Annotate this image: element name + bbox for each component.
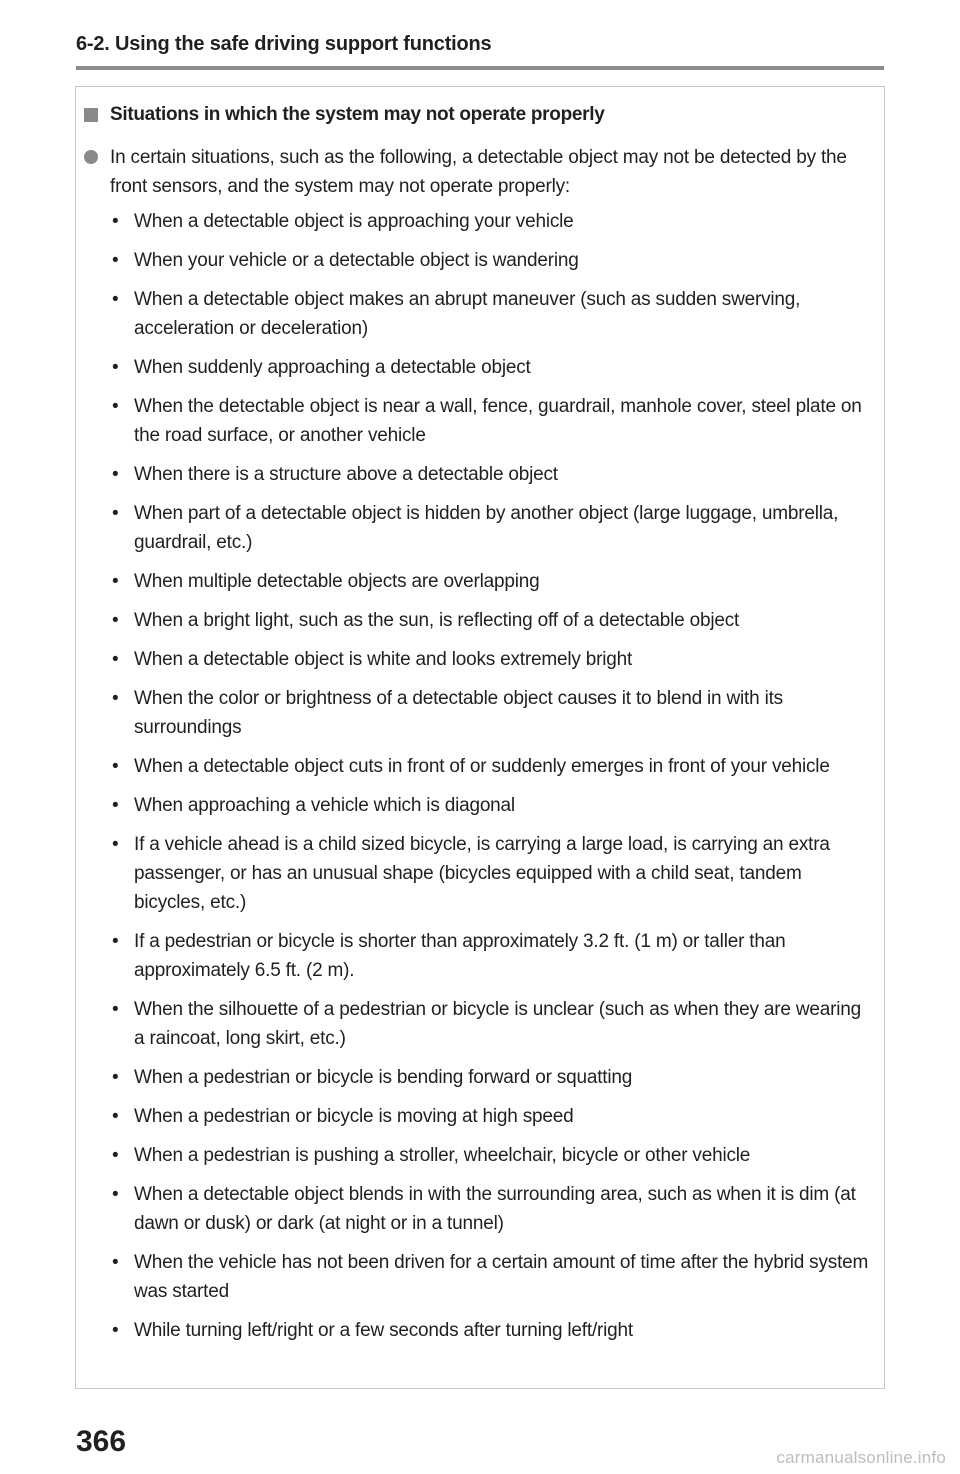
bullet-dot: • xyxy=(112,464,119,485)
bullet-dot: • xyxy=(112,649,119,670)
list-item xyxy=(112,460,876,489)
list-item xyxy=(112,684,876,742)
bullet-dot: • xyxy=(112,1184,119,1205)
list-item-text: When a bright light, such as the sun, is reflecting off of a detectable object xyxy=(134,610,740,631)
intro-text: In certain situations, such as the following, a detectable object may not be detected by the front sensors, and the system may not operate properly: xyxy=(110,147,847,197)
bullet-dot: • xyxy=(112,931,119,952)
bullet-dot: • xyxy=(112,396,119,417)
list-item xyxy=(112,1180,876,1238)
list-item xyxy=(112,499,876,557)
list-item xyxy=(112,1102,876,1131)
bullet-dot: • xyxy=(112,503,119,524)
list-item xyxy=(112,606,876,635)
page-header xyxy=(76,30,884,70)
header-rule xyxy=(76,66,884,70)
list-item xyxy=(112,1316,876,1345)
section-title: 6-2. Using the safe driving support functions xyxy=(76,33,492,55)
list-item-text: When approaching a vehicle which is diagonal xyxy=(134,795,515,816)
list-item xyxy=(112,995,876,1053)
bullet-dot: • xyxy=(112,1320,119,1341)
bullet-dot: • xyxy=(112,756,119,777)
bullet-dot: • xyxy=(112,834,119,855)
list-item-text: When the color or brightness of a detectable object causes it to blend in with its surroundings xyxy=(134,688,783,738)
list-item-text: If a pedestrian or bicycle is shorter than approximately 3.2 ft. (1 m) or taller than approximately 6.5 ft. (2 m). xyxy=(134,931,786,981)
list-item xyxy=(112,567,876,596)
list-item xyxy=(112,285,876,343)
bullet-dot: • xyxy=(112,357,119,378)
list-item xyxy=(112,392,876,450)
list-item-text: When multiple detectable objects are overlapping xyxy=(134,571,540,592)
list-item xyxy=(112,752,876,781)
list-item-text: When the vehicle has not been driven for a certain amount of time after the hybrid system was started xyxy=(134,1252,869,1302)
section-heading xyxy=(84,101,605,129)
list-item-text: When a pedestrian or bicycle is moving at high speed xyxy=(134,1106,574,1127)
list-item xyxy=(112,1141,876,1170)
section-heading-text: Situations in which the system may not operate properly xyxy=(110,104,605,125)
list-item xyxy=(112,645,876,674)
bullet-dot: • xyxy=(112,999,119,1020)
watermark: carmanualsonline.info xyxy=(776,1448,946,1467)
intro-paragraph xyxy=(84,143,876,201)
list-item-text: When suddenly approaching a detectable object xyxy=(134,357,531,378)
bullet-dot: • xyxy=(112,1145,119,1166)
content-box xyxy=(75,86,885,1389)
bullet-dot: • xyxy=(112,1252,119,1273)
condition-list xyxy=(112,207,876,1355)
page-number: 366 xyxy=(76,1425,127,1458)
circle-icon xyxy=(84,150,98,164)
list-item-text: When a detectable object makes an abrupt maneuver (such as sudden swerving, acceleration or deceleration) xyxy=(134,289,801,339)
bullet-dot: • xyxy=(112,1106,119,1127)
list-item-text: When the detectable object is near a wall, fence, guardrail, manhole cover, steel plate on the road surface, or another vehicle xyxy=(134,396,862,446)
list-item xyxy=(112,791,876,820)
bullet-dot: • xyxy=(112,250,119,271)
list-item-text: If a vehicle ahead is a child sized bicycle, is carrying a large load, is carrying an extra passenger, or has an unusual shape (bicycles equipped with a child seat, tandem bicycles, etc.) xyxy=(134,834,830,913)
list-item xyxy=(112,927,876,985)
bullet-dot: • xyxy=(112,571,119,592)
bullet-dot: • xyxy=(112,795,119,816)
list-item-text: When a detectable object blends in with the surrounding area, such as when it is dim (at dawn or dusk) or dark (at night or in a tunnel) xyxy=(134,1184,856,1234)
list-item-text: When there is a structure above a detectable object xyxy=(134,464,558,485)
bullet-dot: • xyxy=(112,289,119,310)
list-item-text: While turning left/right or a few seconds after turning left/right xyxy=(134,1320,633,1341)
list-item-text: When a detectable object cuts in front of or suddenly emerges in front of your vehicle xyxy=(134,756,830,777)
list-item xyxy=(112,207,876,236)
list-item xyxy=(112,246,876,275)
list-item-text: When a detectable object is white and looks extremely bright xyxy=(134,649,633,670)
list-item xyxy=(112,830,876,917)
list-item-text: When the silhouette of a pedestrian or bicycle is unclear (such as when they are wearing a raincoat, long skirt, etc.) xyxy=(134,999,861,1049)
bullet-dot: • xyxy=(112,211,119,232)
list-item xyxy=(112,353,876,382)
square-icon xyxy=(84,108,98,122)
list-item-text: When a pedestrian is pushing a stroller, wheelchair, bicycle or other vehicle xyxy=(134,1145,751,1166)
list-item xyxy=(112,1063,876,1092)
bullet-dot: • xyxy=(112,610,119,631)
list-item-text: When part of a detectable object is hidden by another object (large luggage, umbrella, guardrail, etc.) xyxy=(134,503,839,553)
list-item xyxy=(112,1248,876,1306)
list-item-text: When a pedestrian or bicycle is bending forward or squatting xyxy=(134,1067,633,1088)
list-item-text: When a detectable object is approaching your vehicle xyxy=(134,211,574,232)
bullet-dot: • xyxy=(112,688,119,709)
bullet-dot: • xyxy=(112,1067,119,1088)
list-item-text: When your vehicle or a detectable object is wandering xyxy=(134,250,579,271)
